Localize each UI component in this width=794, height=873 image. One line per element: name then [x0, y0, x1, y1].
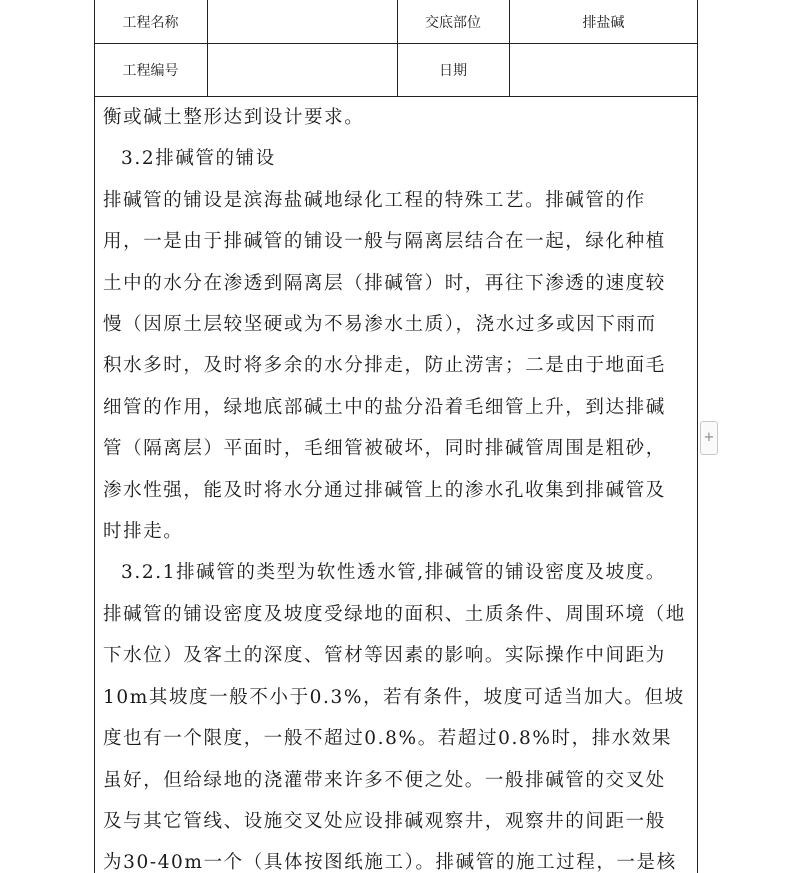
body-line: 及与其它管线、设施交叉处应设排碱观察井，观察井的间距一般: [103, 810, 666, 832]
side-expand-tab[interactable]: [700, 421, 718, 455]
date-label: 日期: [397, 44, 509, 97]
body-line: 3.2排碱管的铺设: [121, 148, 276, 170]
body-line: 衡或碱土整形达到设计要求。: [103, 107, 365, 128]
handover-part-value[interactable]: 排盐碱: [509, 0, 698, 44]
project-number-value[interactable]: [207, 44, 397, 97]
body-line: 用，一是由于排碱管的铺设一般与隔离层结合在一起，绿化种植: [103, 231, 666, 253]
body-line: 10m其坡度一般不小于0.3%，若有条件，坡度可适当加大。但坡: [103, 686, 685, 708]
body-line: 3.2.1排碱管的类型为软性透水管,排碱管的铺设密度及坡度。: [121, 562, 666, 584]
body-line: 排碱管的铺设密度及坡度受绿地的面积、土质条件、周围环境（地: [103, 603, 686, 625]
handover-part-label: 交底部位: [397, 0, 509, 44]
body-line: 下水位）及客土的深度、管材等因素的影响。实际操作中间距为: [103, 645, 666, 667]
document-page: [94, 0, 698, 873]
date-value[interactable]: [509, 44, 698, 97]
project-name-value[interactable]: [207, 0, 397, 44]
body-line: 时排走。: [103, 521, 184, 543]
body-text: [95, 97, 695, 873]
body-line: 渗水性强，能及时将水分通过排碱管上的渗水孔收集到排碱管及: [103, 479, 666, 501]
body-line: 积水多时，及时将多余的水分排走，防止涝害；二是由于地面毛: [103, 355, 666, 377]
plus-icon: +: [703, 430, 715, 445]
body-line: 慢（因原土层较坚硬或为不易渗水土质），浇水过多或因下雨而: [103, 314, 657, 336]
body-line: 度也有一个限度，一般不超过0.8%。若超过0.8%时，排水效果: [103, 728, 673, 750]
body-line: 排碱管的铺设是滨海盐碱地绿化工程的特殊工艺。排碱管的作: [103, 189, 646, 211]
project-number-label: 工程编号: [94, 44, 207, 97]
project-name-label: 工程名称: [94, 0, 207, 44]
body-line: 管（隔离层）平面时，毛细管被破坏，同时排碱管周围是粗砂，: [103, 438, 666, 460]
body-line: 细管的作用，绿地底部碱土中的盐分沿着毛细管上升，到达排碱: [103, 396, 666, 418]
body-line: 为30-40m一个（具体按图纸施工）。排碱管的施工过程，一是核: [103, 852, 677, 873]
body-line: 土中的水分在渗透到隔离层（排碱管）时，再往下渗透的速度较: [103, 272, 666, 294]
body-line: 虽好，但给绿地的浇灌带来许多不便之处。一般排碱管的交叉处: [103, 769, 666, 791]
header-table: [94, 0, 698, 97]
